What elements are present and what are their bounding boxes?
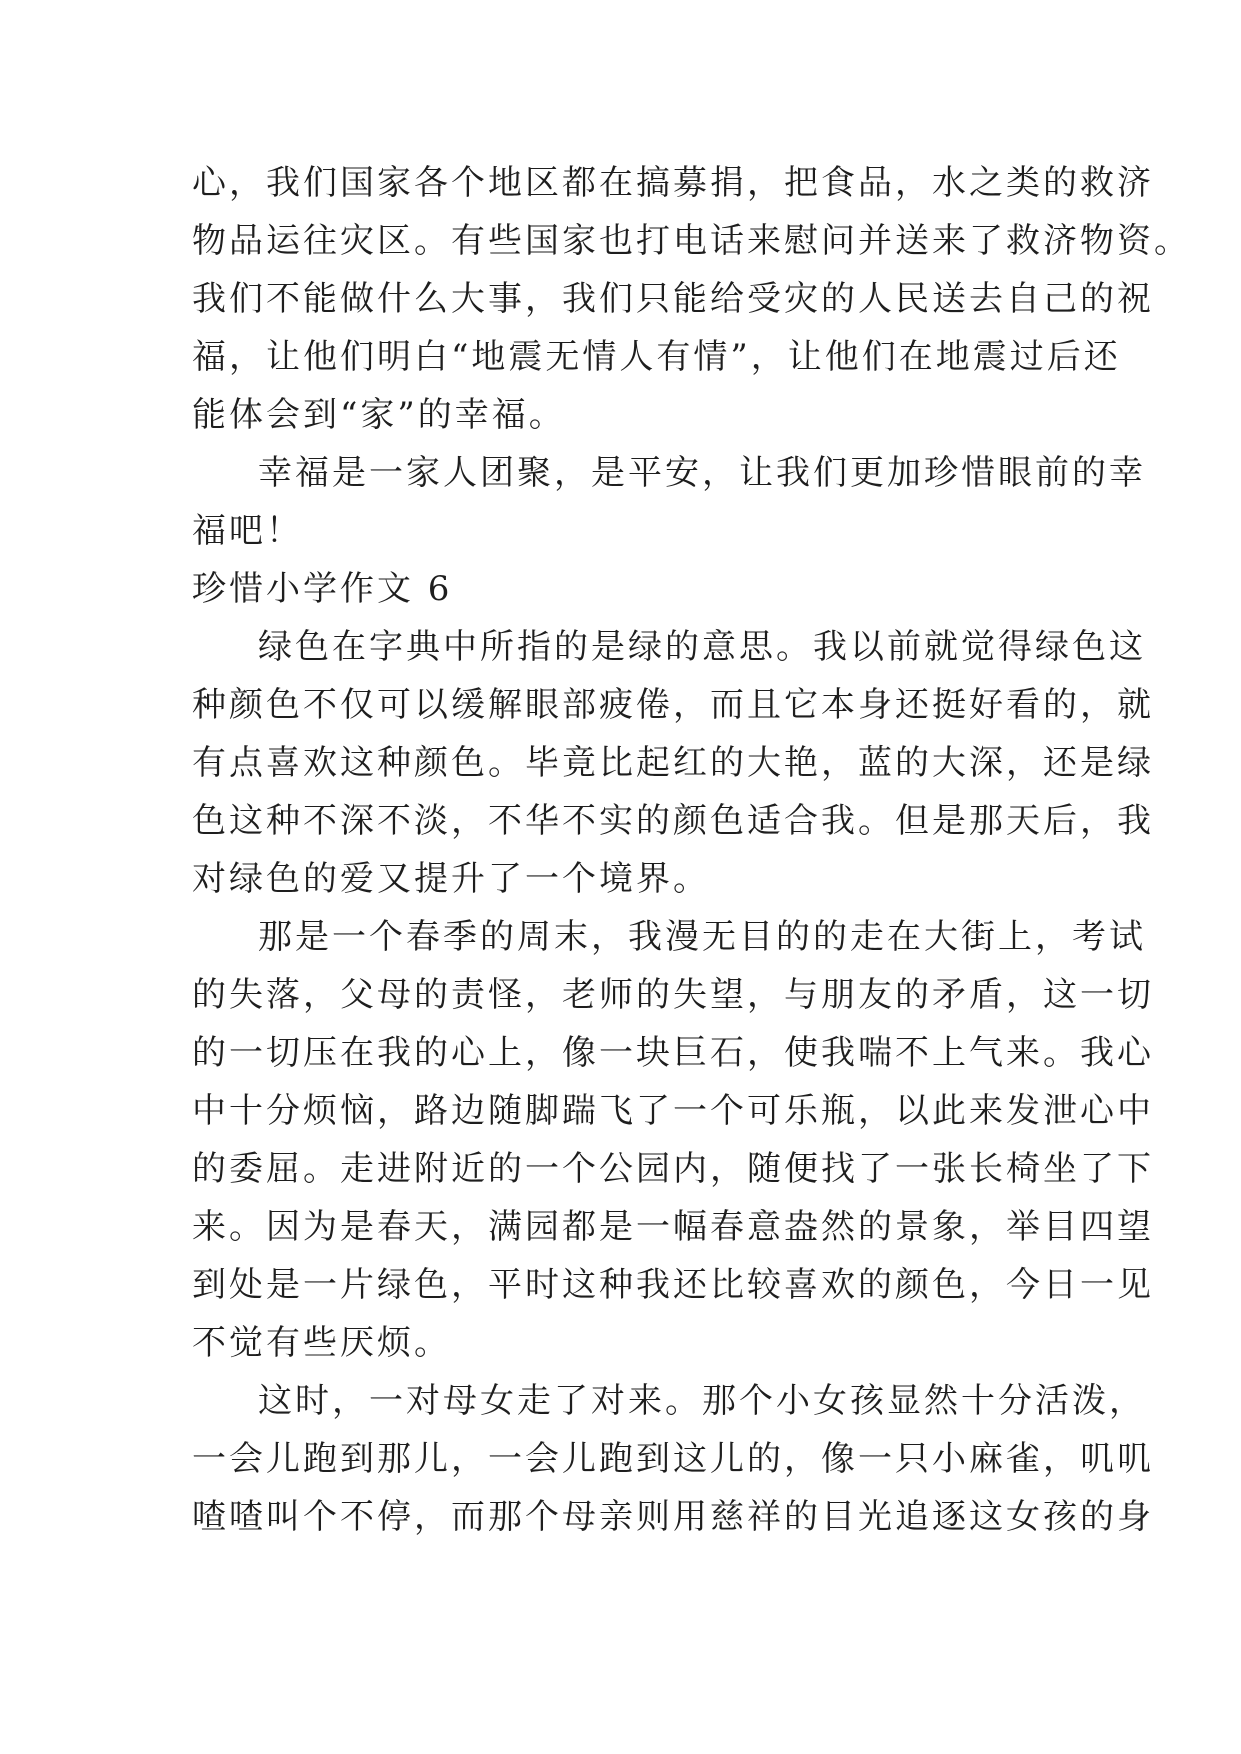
text-line: 的失落，父母的责怪，老师的失望，与朋友的矛盾，这一切 [192, 975, 1154, 1015]
text-line: 福，让他们明白“地震无情人有情”，让他们在地震过后还 [192, 337, 1121, 377]
text-line: 能体会到“家”的幸福。 [192, 395, 566, 435]
text-line: 的一切压在我的心上，像一块巨石，使我喘不上气来。我心 [192, 1033, 1154, 1073]
section-heading: 珍惜小学作文 6 [192, 569, 453, 609]
text-line: 物品运往灾区。有些国家也打电话来慰问并送来了救济物资。 [192, 221, 1191, 261]
text-line: 色这种不深不淡，不华不实的颜色适合我。但是那天后，我 [192, 801, 1154, 841]
text-line: 对绿色的爱又提升了一个境界。 [192, 859, 710, 899]
text-line: 一会儿跑到那儿，一会儿跑到这儿的，像一只小麻雀，叽叽 [192, 1439, 1154, 1479]
text-line: 心，我们国家各个地区都在搞募捐，把食品，水之类的救济 [192, 163, 1154, 203]
text-line: 到处是一片绿色，平时这种我还比较喜欢的颜色，今日一见 [192, 1265, 1154, 1305]
text-line: 的委屈。走进附近的一个公园内，随便找了一张长椅坐了下 [192, 1149, 1154, 1189]
text-line: 有点喜欢这种颜色。毕竟比起红的大艳，蓝的大深，还是绿 [192, 743, 1154, 783]
text-line: 来。因为是春天，满园都是一幅春意盎然的景象，举目四望 [192, 1207, 1154, 1247]
text-line: 种颜色不仅可以缓解眼部疲倦，而且它本身还挺好看的，就 [192, 685, 1154, 725]
paragraph-first-line: 幸福是一家人团聚，是平安，让我们更加珍惜眼前的幸 [258, 453, 1146, 493]
text-line: 不觉有些厌烦。 [192, 1323, 451, 1363]
text-line: 中十分烦恼，路边随脚踹飞了一个可乐瓶，以此来发泄心中 [192, 1091, 1154, 1131]
paragraph-first-line: 绿色在字典中所指的是绿的意思。我以前就觉得绿色这 [258, 627, 1146, 667]
text-line: 我们不能做什么大事，我们只能给受灾的人民送去自己的祝 [192, 279, 1154, 319]
paragraph-first-line: 这时，一对母女走了对来。那个小女孩显然十分活泼， [258, 1381, 1146, 1421]
text-line: 喳喳叫个不停，而那个母亲则用慈祥的目光追逐这女孩的身 [192, 1497, 1154, 1537]
paragraph-first-line: 那是一个春季的周末，我漫无目的的走在大街上，考试 [258, 917, 1146, 957]
text-line: 福吧！ [192, 511, 303, 551]
